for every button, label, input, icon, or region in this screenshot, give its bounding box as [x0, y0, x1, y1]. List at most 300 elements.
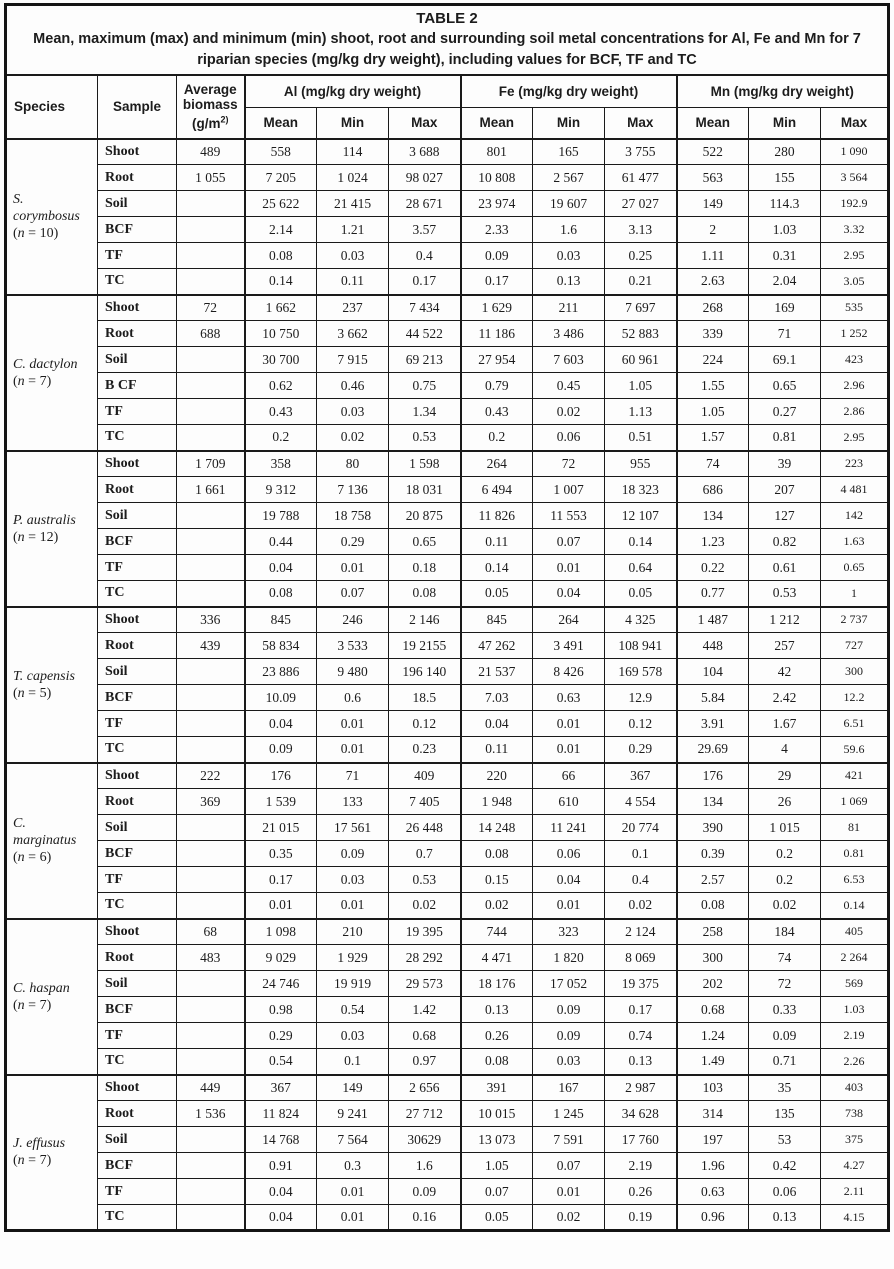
value-cell: 2.19 [821, 1023, 889, 1049]
value-cell: 0.09 [317, 841, 389, 867]
value-cell: 0.01 [533, 555, 605, 581]
biomass-cell: 489 [177, 139, 245, 165]
value-cell: 21 415 [317, 191, 389, 217]
value-cell: 0.27 [749, 399, 821, 425]
value-cell: 409 [389, 763, 461, 789]
value-cell: 0.53 [389, 867, 461, 893]
value-cell: 1.24 [677, 1023, 749, 1049]
value-cell: 10 750 [245, 321, 317, 347]
value-cell: 10.09 [245, 685, 317, 711]
value-cell: 19 2155 [389, 633, 461, 659]
value-cell: 155 [749, 165, 821, 191]
value-cell: 367 [605, 763, 677, 789]
value-cell: 47 262 [461, 633, 533, 659]
value-cell: 1 629 [461, 295, 533, 321]
value-cell: 3.05 [821, 269, 889, 295]
value-cell: 403 [821, 1075, 889, 1101]
sample-cell: Soil [98, 347, 177, 373]
value-cell: 0.02 [317, 425, 389, 451]
biomass-header-line3: ($g/m^{2)}$ [191, 114, 229, 131]
value-cell: 26 448 [389, 815, 461, 841]
species-cell: C. haspan (n = 7) [6, 919, 98, 1075]
value-cell: 1 662 [245, 295, 317, 321]
value-cell: 17 561 [317, 815, 389, 841]
value-cell: 0.11 [317, 269, 389, 295]
value-cell: 0.04 [245, 1179, 317, 1205]
value-cell: 6 494 [461, 477, 533, 503]
value-cell: 0.98 [245, 997, 317, 1023]
table-row [6, 1179, 889, 1205]
sample-cell: TF [98, 399, 177, 425]
value-cell: 0.01 [245, 893, 317, 919]
value-cell: 0.01 [533, 737, 605, 763]
table-row [6, 1205, 889, 1231]
value-cell: 0.54 [317, 997, 389, 1023]
sample-cell: Root [98, 789, 177, 815]
table-row [6, 321, 889, 347]
value-cell: 1.42 [389, 997, 461, 1023]
value-cell: 246 [317, 607, 389, 633]
value-cell: 0.7 [389, 841, 461, 867]
value-cell: 0.03 [317, 243, 389, 269]
value-cell: 10 808 [461, 165, 533, 191]
table-row [6, 555, 889, 581]
value-cell: 1.05 [605, 373, 677, 399]
value-cell: 237 [317, 295, 389, 321]
value-cell: 9 480 [317, 659, 389, 685]
biomass-cell [177, 191, 245, 217]
value-cell: 2.04 [749, 269, 821, 295]
sample-cell: Soil [98, 971, 177, 997]
table-row [6, 841, 889, 867]
value-cell: 202 [677, 971, 749, 997]
value-cell: 28 292 [389, 945, 461, 971]
value-cell: 42 [749, 659, 821, 685]
col-header-al-group: Al (mg/kg dry weight) [245, 75, 461, 108]
value-cell: 1.11 [677, 243, 749, 269]
value-cell: 1.96 [677, 1153, 749, 1179]
table-row [6, 685, 889, 711]
table-row [6, 659, 889, 685]
value-cell: 339 [677, 321, 749, 347]
col-header-fe-mean: Mean [461, 108, 533, 139]
col-header-mn-group: Mn (mg/kg dry weight) [677, 75, 889, 108]
value-cell: 7.03 [461, 685, 533, 711]
value-cell: 58 834 [245, 633, 317, 659]
sample-cell: TF [98, 867, 177, 893]
value-cell: 27 712 [389, 1101, 461, 1127]
sample-cell: TC [98, 893, 177, 919]
value-cell: 223 [821, 451, 889, 477]
value-cell: 220 [461, 763, 533, 789]
value-cell: 0.61 [749, 555, 821, 581]
table-row [6, 581, 889, 607]
biomass-cell [177, 373, 245, 399]
value-cell: 1.05 [677, 399, 749, 425]
value-cell: 210 [317, 919, 389, 945]
value-cell: 358 [245, 451, 317, 477]
value-cell: 535 [821, 295, 889, 321]
value-cell: 0.3 [317, 1153, 389, 1179]
value-cell: 53 [749, 1127, 821, 1153]
sample-cell: TF [98, 555, 177, 581]
value-cell: 0.46 [317, 373, 389, 399]
value-cell: 165 [533, 139, 605, 165]
table-row [6, 347, 889, 373]
value-cell: 207 [749, 477, 821, 503]
value-cell: 845 [245, 607, 317, 633]
value-cell: 0.01 [317, 711, 389, 737]
value-cell: 7 564 [317, 1127, 389, 1153]
table-row [6, 269, 889, 295]
value-cell: 2.11 [821, 1179, 889, 1205]
value-cell: 1 [821, 581, 889, 607]
value-cell: 114 [317, 139, 389, 165]
value-cell: 17 052 [533, 971, 605, 997]
value-cell: 0.96 [677, 1205, 749, 1231]
value-cell: 0.79 [461, 373, 533, 399]
value-cell: 3.57 [389, 217, 461, 243]
table-row [6, 607, 889, 633]
value-cell: 0.08 [677, 893, 749, 919]
table-row [6, 711, 889, 737]
value-cell: 59.6 [821, 737, 889, 763]
sample-cell: BCF [98, 529, 177, 555]
value-cell: 6.51 [821, 711, 889, 737]
value-cell: 11 824 [245, 1101, 317, 1127]
value-cell: 3 486 [533, 321, 605, 347]
value-cell: 0.04 [245, 711, 317, 737]
table-row [6, 633, 889, 659]
species-cell: C. dactylon (n = 7) [6, 295, 98, 451]
value-cell: 4 325 [605, 607, 677, 633]
value-cell: 0.01 [317, 555, 389, 581]
table-row [6, 191, 889, 217]
value-cell: 0.6 [317, 685, 389, 711]
value-cell: 1.34 [389, 399, 461, 425]
value-cell: 4 [749, 737, 821, 763]
sample-cell: B CF [98, 373, 177, 399]
value-cell: 7 205 [245, 165, 317, 191]
value-cell: 30629 [389, 1127, 461, 1153]
value-cell: 1.6 [389, 1153, 461, 1179]
biomass-cell [177, 217, 245, 243]
sample-cell: TC [98, 737, 177, 763]
value-cell: 1 098 [245, 919, 317, 945]
value-cell: 0.4 [605, 867, 677, 893]
value-cell: 80 [317, 451, 389, 477]
value-cell: 4.15 [821, 1205, 889, 1231]
biomass-cell [177, 1153, 245, 1179]
value-cell: 176 [677, 763, 749, 789]
value-cell: 3.32 [821, 217, 889, 243]
value-cell: 0.2 [749, 867, 821, 893]
value-cell: 19 395 [389, 919, 461, 945]
value-cell: 176 [245, 763, 317, 789]
value-cell: 7 591 [533, 1127, 605, 1153]
biomass-cell [177, 243, 245, 269]
value-cell: 7 434 [389, 295, 461, 321]
biomass-cell: 68 [177, 919, 245, 945]
value-cell: 169 578 [605, 659, 677, 685]
value-cell: 19 375 [605, 971, 677, 997]
biomass-cell [177, 1049, 245, 1075]
value-cell: 0.09 [389, 1179, 461, 1205]
value-cell: 3 533 [317, 633, 389, 659]
value-cell: 367 [245, 1075, 317, 1101]
value-cell: 19 919 [317, 971, 389, 997]
value-cell: 17 760 [605, 1127, 677, 1153]
value-cell: 0.17 [605, 997, 677, 1023]
value-cell: 0.04 [245, 1205, 317, 1231]
value-cell: 727 [821, 633, 889, 659]
value-cell: 11 553 [533, 503, 605, 529]
value-cell: 6.53 [821, 867, 889, 893]
value-cell: 0.05 [461, 1205, 533, 1231]
biomass-cell [177, 1023, 245, 1049]
sample-cell: Root [98, 945, 177, 971]
value-cell: 0.75 [389, 373, 461, 399]
value-cell: 2.14 [245, 217, 317, 243]
col-header-al-min: Min [317, 108, 389, 139]
col-header-fe-min: Min [533, 108, 605, 139]
biomass-cell [177, 997, 245, 1023]
value-cell: 0.01 [317, 1205, 389, 1231]
value-cell: 0.63 [533, 685, 605, 711]
biomass-cell: 336 [177, 607, 245, 633]
value-cell: 0.09 [533, 997, 605, 1023]
biomass-cell [177, 425, 245, 451]
sample-cell: Root [98, 633, 177, 659]
biomass-cell [177, 867, 245, 893]
biomass-cell [177, 1179, 245, 1205]
sample-cell: TF [98, 243, 177, 269]
value-cell: 1 929 [317, 945, 389, 971]
value-cell: 7 603 [533, 347, 605, 373]
table-row [6, 737, 889, 763]
table-row [6, 1101, 889, 1127]
value-cell: 1.03 [821, 997, 889, 1023]
value-cell: 29 573 [389, 971, 461, 997]
value-cell: 26 [749, 789, 821, 815]
biomass-cell [177, 971, 245, 997]
value-cell: 280 [749, 139, 821, 165]
value-cell: 7 697 [605, 295, 677, 321]
value-cell: 0.26 [605, 1179, 677, 1205]
sample-cell: Soil [98, 815, 177, 841]
value-cell: 0.68 [677, 997, 749, 1023]
value-cell: 18.5 [389, 685, 461, 711]
value-cell: 0.45 [533, 373, 605, 399]
value-cell: 0.19 [605, 1205, 677, 1231]
value-cell: 69.1 [749, 347, 821, 373]
value-cell: 60 961 [605, 347, 677, 373]
value-cell: 133 [317, 789, 389, 815]
value-cell: 23 886 [245, 659, 317, 685]
biomass-cell [177, 347, 245, 373]
value-cell: 1.49 [677, 1049, 749, 1075]
sample-cell: TF [98, 711, 177, 737]
value-cell: 0.97 [389, 1049, 461, 1075]
value-cell: 24 746 [245, 971, 317, 997]
value-cell: 0.53 [749, 581, 821, 607]
value-cell: 29 [749, 763, 821, 789]
value-cell: 1.63 [821, 529, 889, 555]
value-cell: 2 146 [389, 607, 461, 633]
value-cell: 7 136 [317, 477, 389, 503]
sample-cell: TF [98, 1023, 177, 1049]
value-cell: 30 700 [245, 347, 317, 373]
table-row [6, 139, 889, 165]
value-cell: 0.11 [461, 529, 533, 555]
table-row [6, 451, 889, 477]
value-cell: 184 [749, 919, 821, 945]
value-cell: 103 [677, 1075, 749, 1101]
value-cell: 0.06 [533, 841, 605, 867]
value-cell: 390 [677, 815, 749, 841]
value-cell: 81 [821, 815, 889, 841]
table-row [6, 217, 889, 243]
table-row [6, 529, 889, 555]
table-row [6, 503, 889, 529]
value-cell: 0.14 [245, 269, 317, 295]
table-row [6, 763, 889, 789]
value-cell: 0.11 [461, 737, 533, 763]
value-cell: 4 481 [821, 477, 889, 503]
value-cell: 1.6 [533, 217, 605, 243]
value-cell: 10 015 [461, 1101, 533, 1127]
sample-cell: Shoot [98, 295, 177, 321]
value-cell: 18 323 [605, 477, 677, 503]
sample-cell: Root [98, 1101, 177, 1127]
table-row [6, 477, 889, 503]
biomass-cell: 72 [177, 295, 245, 321]
value-cell: 5.84 [677, 685, 749, 711]
value-cell: 2.96 [821, 373, 889, 399]
table-row [6, 1153, 889, 1179]
value-cell: 2 987 [605, 1075, 677, 1101]
sample-cell: BCF [98, 685, 177, 711]
biomass-cell: 222 [177, 763, 245, 789]
col-header-mn-mean: Mean [677, 108, 749, 139]
biomass-cell [177, 503, 245, 529]
value-cell: 149 [677, 191, 749, 217]
biomass-cell: 483 [177, 945, 245, 971]
value-cell: 20 875 [389, 503, 461, 529]
value-cell: 610 [533, 789, 605, 815]
col-header-sample: Sample [98, 75, 177, 139]
value-cell: 0.62 [245, 373, 317, 399]
value-cell: 0.05 [461, 581, 533, 607]
value-cell: 0.04 [461, 711, 533, 737]
value-cell: 0.63 [677, 1179, 749, 1205]
table-row [6, 815, 889, 841]
value-cell: 14 248 [461, 815, 533, 841]
value-cell: 21 015 [245, 815, 317, 841]
value-cell: 2 264 [821, 945, 889, 971]
value-cell: 39 [749, 451, 821, 477]
value-cell: 7 405 [389, 789, 461, 815]
value-cell: 0.04 [245, 555, 317, 581]
value-cell: 35 [749, 1075, 821, 1101]
value-cell: 258 [677, 919, 749, 945]
table-row [6, 789, 889, 815]
value-cell: 72 [533, 451, 605, 477]
value-cell: 0.2 [749, 841, 821, 867]
sample-cell: Shoot [98, 763, 177, 789]
species-cell: S. corymbosus (n = 10) [6, 139, 98, 295]
sample-cell: BCF [98, 217, 177, 243]
value-cell: 23 974 [461, 191, 533, 217]
value-cell: 2 124 [605, 919, 677, 945]
value-cell: 21 537 [461, 659, 533, 685]
value-cell: 1 024 [317, 165, 389, 191]
group-header-row [6, 75, 889, 108]
value-cell: 0.03 [317, 1023, 389, 1049]
col-header-fe-max: Max [605, 108, 677, 139]
title-row [6, 5, 889, 75]
value-cell: 0.2 [461, 425, 533, 451]
value-cell: 0.01 [533, 711, 605, 737]
value-cell: 0.02 [749, 893, 821, 919]
value-cell: 13 073 [461, 1127, 533, 1153]
value-cell: 0.02 [389, 893, 461, 919]
value-cell: 0.03 [533, 1049, 605, 1075]
biomass-cell: 449 [177, 1075, 245, 1101]
value-cell: 3.13 [605, 217, 677, 243]
value-cell: 72 [749, 971, 821, 997]
value-cell: 0.15 [461, 867, 533, 893]
value-cell: 1 245 [533, 1101, 605, 1127]
value-cell: 323 [533, 919, 605, 945]
value-cell: 0.81 [749, 425, 821, 451]
value-cell: 2.26 [821, 1049, 889, 1075]
value-cell: 1 069 [821, 789, 889, 815]
value-cell: 14 768 [245, 1127, 317, 1153]
value-cell: 3.91 [677, 711, 749, 737]
value-cell: 2.95 [821, 425, 889, 451]
table-row [6, 165, 889, 191]
value-cell: 52 883 [605, 321, 677, 347]
value-cell: 0.71 [749, 1049, 821, 1075]
value-cell: 3 755 [605, 139, 677, 165]
value-cell: 0.13 [533, 269, 605, 295]
value-cell: 66 [533, 763, 605, 789]
biomass-cell [177, 659, 245, 685]
biomass-cell [177, 269, 245, 295]
table-row [6, 1127, 889, 1153]
value-cell: 0.14 [605, 529, 677, 555]
value-cell: 11 241 [533, 815, 605, 841]
value-cell: 0.17 [245, 867, 317, 893]
value-cell: 2 567 [533, 165, 605, 191]
value-cell: 0.03 [317, 867, 389, 893]
biomass-cell: 369 [177, 789, 245, 815]
value-cell: 20 774 [605, 815, 677, 841]
value-cell: 0.31 [749, 243, 821, 269]
value-cell: 268 [677, 295, 749, 321]
value-cell: 34 628 [605, 1101, 677, 1127]
value-cell: 2.95 [821, 243, 889, 269]
biomass-cell [177, 737, 245, 763]
value-cell: 0.07 [317, 581, 389, 607]
value-cell: 0.05 [605, 581, 677, 607]
value-cell: 7 915 [317, 347, 389, 373]
col-header-species: Species [6, 75, 98, 139]
value-cell: 1 015 [749, 815, 821, 841]
value-cell: 169 [749, 295, 821, 321]
biomass-cell [177, 815, 245, 841]
